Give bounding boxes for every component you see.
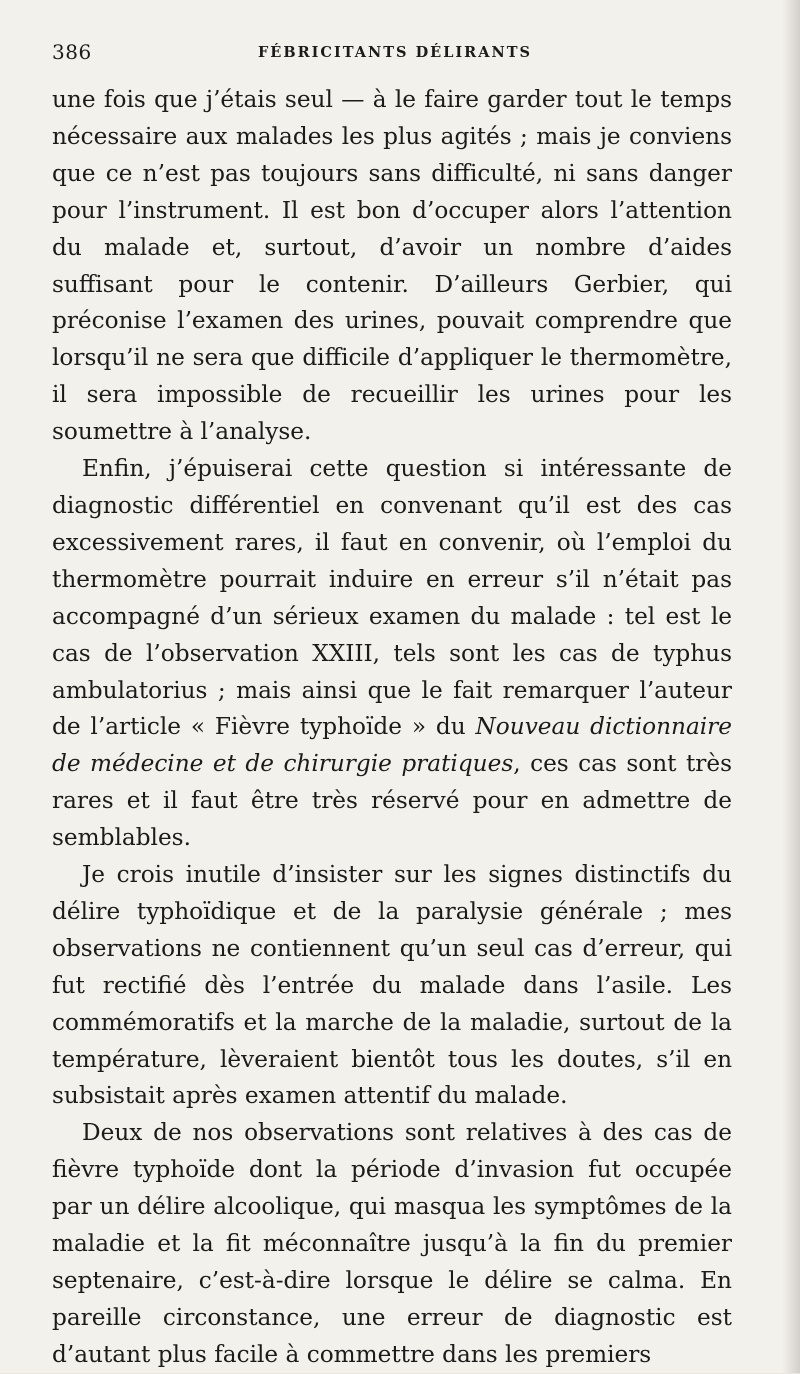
body-text [52,82,732,1374]
paragraph-1: une fois que j’étais seul — à le faire garder tout le temps nécessaire aux malades les plus agités ; mais je conviens que ce n’est pas toujours sans difficulté, ni sans danger pour l’instrument. Il est bon d’occuper alors l’attention du malade et, surtout, d’avoir un nombre d’aides suffisant pour le contenir. D’ailleurs Gerbier, qui préconise l’examen des urines, pouvait comprendre que lorsqu’il ne sera que difficile d’appliquer le thermomètre, il sera impossible de recueillir les urines pour les soumettre à l’analyse. [52,86,732,446]
page-edge-shadow [782,0,800,1373]
running-head: FÉBRICITANTS DÉLIRANTS [258,44,532,61]
paragraph-3: Je crois inutile d’insister sur les signes distinctifs du délire typhoïdique et de la paralysie générale ; mes observations ne contiennent qu’un seul cas d’erreur, qui fut rectifié dès l’entrée du malade dans l’asile. Les commémoratifs et la marche de la maladie, surtout de la température, lèveraient bientôt tous les doutes, s’il en subsistait après examen attentif du malade. [52,861,732,1110]
paragraph-2 [52,451,732,857]
page-number: 386 [52,40,92,64]
page-header [52,34,732,74]
paragraph-4: Deux de nos observations sont relatives à des cas de fièvre typhoïde dont la période d’invasion fut occupée par un délire alcoolique, qui masqua les symptômes de la maladie et la fit méconnaître jusqu’à la fin du premier septenaire, c’est-à-dire lorsque le délire se calma. En pareille circonstance, une erreur de diagnostic est d’autant plus facile à commettre dans les premiers [52,1119,732,1368]
paragraph-2-text-after: , ces cas sont très rares et il faut être très réservé pour en admettre de semblables. [52,750,732,852]
paragraph-2-text-before: Enfin, j’épuiserai cette question si intéressante de diagnostic différentiel en convenant qu’il est des cas excessivement rares, il faut en convenir, où l’emploi du thermomètre pourrait induire en erreur s’il n’était pas accompagné d’un sérieux examen du malade : tel est le cas de l’observation XXIII, tels sont les cas de typhus ambulatorius ; mais ainsi que le fait remarquer l’auteur de l’article « Fièvre typhoïde » du [52,455,732,741]
book-title-italic: Nouveau dictionnaire de médecine et de chirurgie pratiques [52,713,732,778]
